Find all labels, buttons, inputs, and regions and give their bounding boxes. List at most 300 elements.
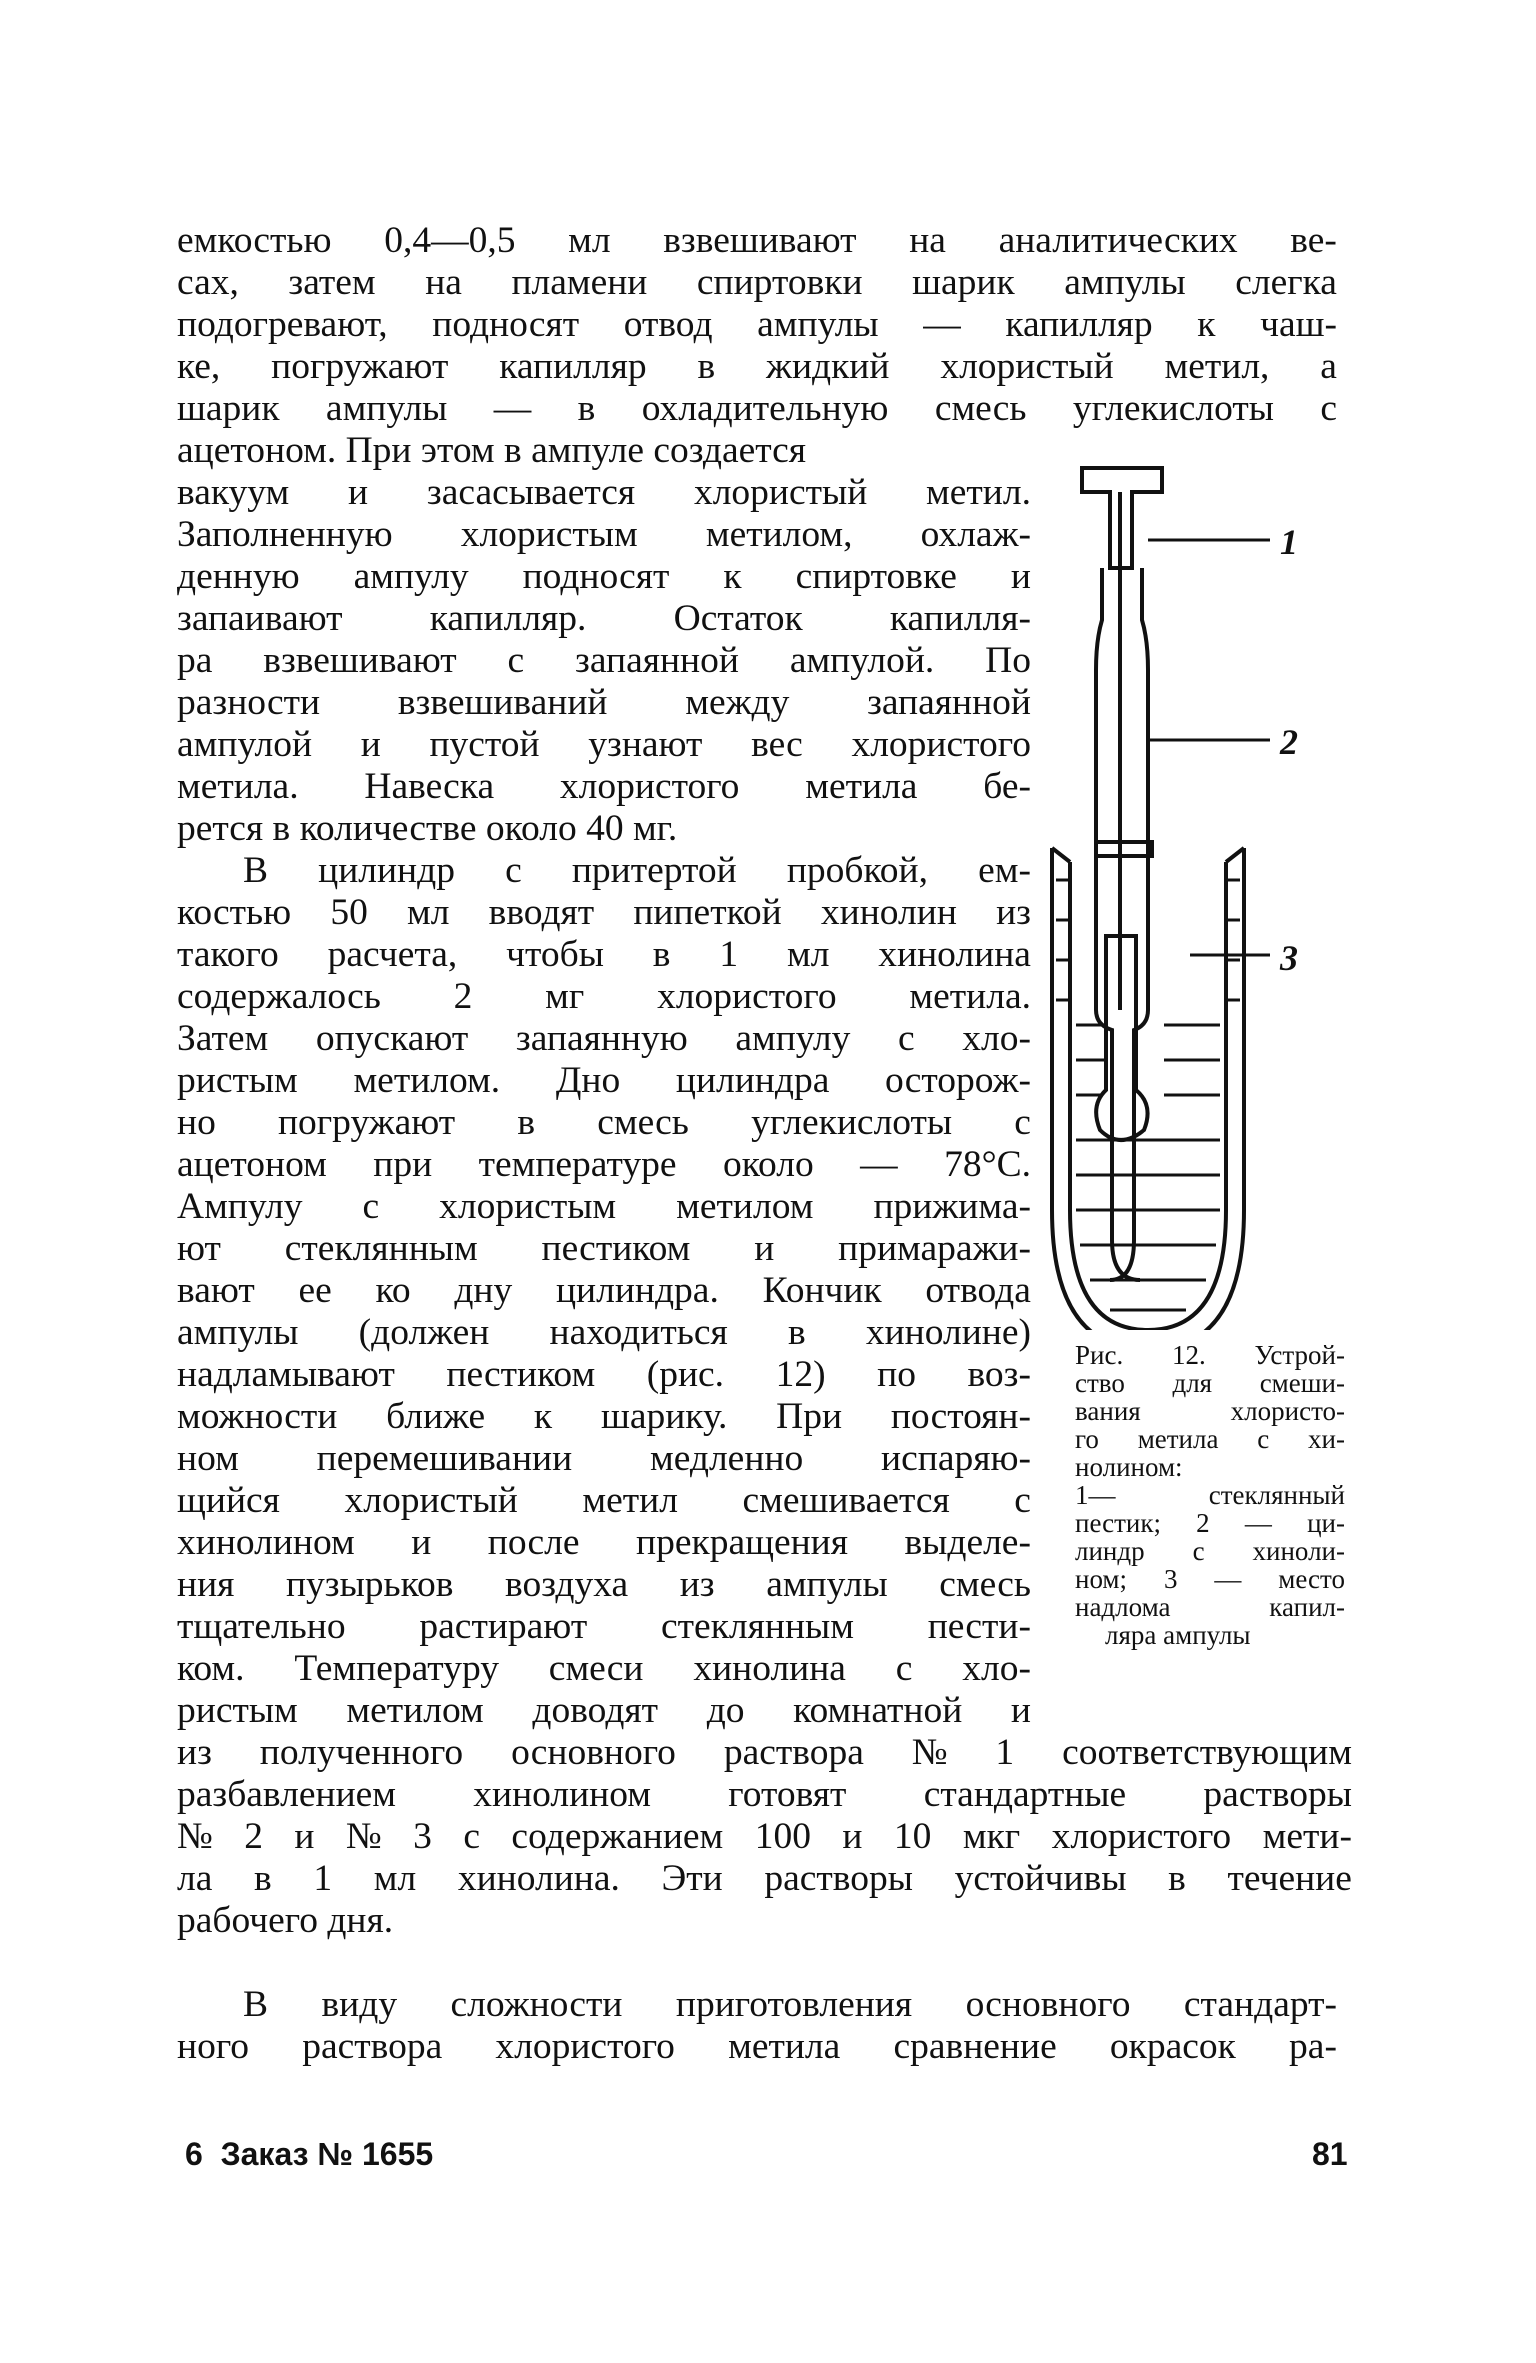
- word: и: [1010, 556, 1031, 597]
- text-line: [177, 1649, 1031, 1689]
- word: с: [507, 640, 525, 681]
- word: 50: [330, 892, 368, 933]
- word: затем: [288, 262, 376, 303]
- word: основного: [965, 1984, 1131, 2025]
- word: спиртовки: [696, 262, 863, 303]
- text-line: ацетоном. При этом в ампуле создается: [177, 430, 806, 471]
- word: к: [1197, 304, 1216, 345]
- printer-signature: 6 Заказ № 1655: [185, 2136, 434, 2172]
- word: Дно: [555, 1060, 621, 1101]
- word: полученного: [259, 1732, 464, 1773]
- word: хло-: [962, 1018, 1031, 1059]
- word: жидкий: [766, 346, 890, 387]
- word: в: [652, 934, 671, 975]
- word: около: [722, 1144, 814, 1185]
- word: хлористого: [559, 766, 740, 807]
- figure-label-3: 3: [1280, 938, 1298, 978]
- word: №: [177, 1816, 213, 1857]
- word: ее: [298, 1270, 332, 1311]
- word: пестик;: [1075, 1508, 1161, 1538]
- word: стеклянным: [661, 1606, 854, 1647]
- word: ке,: [177, 346, 221, 387]
- word: воз-: [967, 1354, 1031, 1395]
- word: ком.: [177, 1648, 245, 1689]
- word: хинолине): [865, 1312, 1031, 1353]
- word: Кончик: [762, 1270, 882, 1311]
- text-line: [177, 725, 1031, 765]
- text-line: [177, 1481, 1031, 1521]
- word: из: [679, 1564, 715, 1605]
- word: ного: [177, 2026, 250, 2067]
- word: перемешивании: [316, 1438, 573, 1479]
- word: пестиком: [541, 1228, 691, 1269]
- word: хлористого: [851, 724, 1031, 765]
- word: 1: [313, 1858, 333, 1899]
- word: костью: [177, 892, 292, 933]
- word: метил: [582, 1480, 678, 1521]
- text-line: [177, 263, 1337, 303]
- word: узнают: [588, 724, 703, 765]
- word: хинолин: [820, 892, 957, 933]
- word: подносят: [432, 304, 580, 345]
- word: хлористый: [940, 346, 1114, 387]
- text-line: [177, 2027, 1337, 2067]
- text-line: [177, 935, 1031, 975]
- word: вают: [177, 1270, 255, 1311]
- word: для: [1172, 1368, 1213, 1398]
- text-line: рется в количестве около 40 мг.: [177, 808, 678, 849]
- word: ампулу: [353, 556, 469, 597]
- text-line: [177, 1523, 1031, 1563]
- word: но: [177, 1102, 216, 1143]
- word: линдр: [1075, 1536, 1145, 1566]
- word: ном;: [1075, 1564, 1128, 1594]
- word: хлористым: [460, 514, 638, 555]
- word: с: [362, 1186, 380, 1227]
- word: капилляр: [1005, 304, 1153, 345]
- word: цилиндра: [675, 1060, 830, 1101]
- word: ампулы: [177, 1312, 299, 1353]
- word: из: [177, 1732, 212, 1773]
- word: засасывается: [426, 472, 636, 513]
- word: хиноли-: [1252, 1536, 1345, 1566]
- word: пробкой,: [786, 850, 928, 891]
- text-line: [177, 1187, 1031, 1227]
- figure-caption-line: нолином:: [1075, 1452, 1183, 1482]
- word: смесь: [939, 1564, 1031, 1605]
- text-line: [177, 473, 1031, 513]
- figure-caption-line: ляра ампулы: [1105, 1620, 1251, 1650]
- word: до: [706, 1690, 745, 1731]
- word: виду: [321, 1984, 398, 2025]
- word: чаш-: [1260, 304, 1337, 345]
- word: и: [1010, 1690, 1031, 1731]
- word: 10: [893, 1816, 932, 1857]
- text-line: [177, 389, 1337, 429]
- word: мл: [373, 1858, 417, 1899]
- word: Остаток: [673, 598, 803, 639]
- word: готовят: [728, 1774, 847, 1815]
- text-line: [177, 1817, 1352, 1857]
- word: находиться: [549, 1312, 728, 1353]
- text-line: [177, 1355, 1031, 1395]
- word: в: [577, 388, 596, 429]
- figure-caption-line: [1075, 1510, 1345, 1536]
- word: и: [360, 724, 381, 765]
- word: испаряю-: [881, 1438, 1031, 1479]
- word: прижима-: [873, 1186, 1031, 1227]
- word: шарик: [912, 262, 1015, 303]
- word: 12): [775, 1354, 826, 1395]
- figure-caption-line: [1075, 1370, 1345, 1396]
- word: капилляр.: [429, 598, 587, 639]
- text-line: [177, 1103, 1031, 1143]
- word: хлористого: [495, 2026, 675, 2067]
- word: ампулы: [766, 1564, 888, 1605]
- word: при: [373, 1144, 433, 1185]
- word: спиртовке: [795, 556, 957, 597]
- word: сах,: [177, 262, 239, 303]
- word: Навеска: [364, 766, 495, 807]
- figure-label-1: 1: [1280, 522, 1298, 562]
- word: шарик: [177, 388, 280, 429]
- word: хлористым: [439, 1186, 617, 1227]
- word: и: [411, 1522, 432, 1563]
- text-line: [177, 1229, 1031, 1269]
- word: слегка: [1235, 262, 1337, 303]
- word: Рис.: [1075, 1340, 1124, 1370]
- word: после: [487, 1522, 580, 1563]
- text-line: [177, 641, 1031, 681]
- word: хинолина: [693, 1648, 846, 1689]
- word: ампулы: [325, 388, 448, 429]
- word: бе-: [983, 766, 1031, 807]
- word: с: [1320, 388, 1337, 429]
- word: ем-: [978, 850, 1031, 891]
- word: в: [787, 1312, 806, 1353]
- word: надлома: [1075, 1592, 1171, 1622]
- figure-caption-line: [1075, 1426, 1345, 1452]
- text-line: [177, 599, 1031, 639]
- word: Заполненную: [177, 514, 393, 555]
- word: 2: [453, 976, 473, 1017]
- word: выделе-: [904, 1522, 1031, 1563]
- word: с: [898, 1018, 915, 1059]
- word: расчета,: [327, 934, 458, 975]
- word: шарику.: [600, 1396, 728, 1437]
- text-line: [177, 1565, 1031, 1605]
- word: притертой: [571, 850, 737, 891]
- word: метила.: [909, 976, 1031, 1017]
- text-line: [177, 1397, 1031, 1437]
- word: ве-: [1290, 220, 1337, 261]
- word: растирают: [419, 1606, 588, 1647]
- word: по: [877, 1354, 916, 1395]
- word: 100: [754, 1816, 811, 1857]
- word: мл: [407, 892, 450, 933]
- word: содержанием: [511, 1816, 724, 1857]
- word: на: [425, 262, 462, 303]
- word: пести-: [927, 1606, 1031, 1647]
- word: хлористо-: [1230, 1396, 1345, 1426]
- word: хинолина: [878, 934, 1031, 975]
- word: в: [697, 346, 716, 387]
- word: ра: [177, 640, 213, 681]
- word: сравнение: [893, 2026, 1057, 2067]
- text-line: [177, 1145, 1031, 1185]
- word: можности: [177, 1396, 338, 1437]
- text-line: [177, 1019, 1031, 1059]
- word: и: [348, 472, 369, 513]
- word: мл: [568, 220, 611, 261]
- text-line: [177, 1733, 1352, 1773]
- word: ном: [177, 1438, 239, 1479]
- word: и: [842, 1816, 863, 1857]
- text-line: [177, 1691, 1031, 1731]
- word: с: [505, 850, 522, 891]
- word: в: [517, 1102, 536, 1143]
- text-line: [177, 767, 1031, 807]
- word: 0,4—0,5: [384, 220, 516, 261]
- word: с: [1014, 1102, 1031, 1143]
- word: течение: [1227, 1858, 1352, 1899]
- word: медленно: [650, 1438, 804, 1479]
- word: 1: [719, 934, 739, 975]
- word: взвешивают: [663, 220, 857, 261]
- word: раствора: [302, 2026, 443, 2067]
- word: 1—: [1075, 1480, 1116, 1510]
- word: охладительную: [641, 388, 889, 429]
- text-line: [177, 1859, 1352, 1899]
- word: №: [911, 1732, 948, 1773]
- word: углекислоты: [1072, 388, 1274, 429]
- word: ство: [1075, 1368, 1125, 1398]
- word: аналитических: [998, 220, 1238, 261]
- text-line: [177, 347, 1337, 387]
- word: пузырьков: [285, 1564, 454, 1605]
- word: капил-: [1269, 1592, 1345, 1622]
- word: ют: [177, 1228, 221, 1269]
- word: хлористый: [693, 472, 868, 513]
- word: мл: [786, 934, 830, 975]
- word: При: [776, 1396, 843, 1437]
- word: разности: [177, 682, 321, 723]
- word: 1: [995, 1732, 1015, 1773]
- text-line: [177, 1607, 1031, 1647]
- word: на: [909, 220, 946, 261]
- word: метил,: [1164, 346, 1270, 387]
- figure-caption-line: [1075, 1342, 1345, 1368]
- word: запаянной: [867, 682, 1031, 723]
- word: —: [923, 304, 961, 345]
- word: с: [463, 1816, 480, 1857]
- word: хло-: [962, 1648, 1031, 1689]
- word: постоян-: [890, 1396, 1031, 1437]
- word: приготовления: [675, 1984, 913, 2025]
- text-line: [243, 851, 1031, 891]
- word: смеси: [548, 1648, 644, 1689]
- word: пипеткой: [633, 892, 782, 933]
- word: ацетоном: [177, 1144, 327, 1185]
- word: щийся: [177, 1480, 280, 1521]
- word: раствора: [723, 1732, 864, 1773]
- word: запаянной: [575, 640, 739, 681]
- word: го: [1075, 1424, 1099, 1454]
- word: тщательно: [177, 1606, 346, 1647]
- text-line: [177, 977, 1031, 1017]
- word: ла: [177, 1858, 213, 1899]
- word: Температуру: [294, 1648, 499, 1689]
- word: —: [1214, 1564, 1242, 1594]
- word: из: [996, 892, 1031, 933]
- word: хинолином: [473, 1774, 652, 1815]
- word: ампулы: [1064, 262, 1186, 303]
- word: дну: [454, 1270, 513, 1311]
- word: основного: [511, 1732, 676, 1773]
- word: углекислоты: [751, 1102, 953, 1143]
- word: растворы: [764, 1858, 913, 1899]
- word: доводят: [532, 1690, 659, 1731]
- word: хинолином: [177, 1522, 355, 1563]
- word: 78°С.: [944, 1144, 1031, 1185]
- word: Ампулу: [177, 1186, 303, 1227]
- word: осторож-: [885, 1060, 1031, 1101]
- text-line: рабочего дня.: [177, 1900, 394, 1941]
- word: ампулы: [757, 304, 879, 345]
- word: хинолина.: [457, 1858, 620, 1899]
- word: денную: [177, 556, 300, 597]
- word: в: [254, 1858, 272, 1899]
- word: устойчивы: [954, 1858, 1127, 1899]
- text-line: [177, 221, 1337, 261]
- word: ра-: [1289, 2026, 1337, 2067]
- word: —: [860, 1144, 898, 1185]
- word: стеклянный: [1208, 1480, 1345, 1510]
- word: подогревают,: [177, 304, 388, 345]
- word: отвода: [925, 1270, 1031, 1311]
- word: с: [895, 1648, 913, 1689]
- figure-caption-line: [1075, 1538, 1345, 1564]
- word: мг: [545, 976, 585, 1017]
- text-line: [177, 893, 1031, 933]
- text-line: [177, 1313, 1031, 1353]
- word: растворы: [1203, 1774, 1352, 1815]
- word: Устрой-: [1254, 1340, 1345, 1370]
- text-line: [177, 1061, 1031, 1101]
- word: вания: [1075, 1396, 1141, 1426]
- word: —: [493, 388, 532, 429]
- word: ристым: [177, 1060, 298, 1101]
- word: а: [1320, 346, 1337, 387]
- word: взвешиваний: [397, 682, 608, 723]
- word: емкостью: [177, 220, 332, 261]
- page-number: 81: [1312, 2136, 1348, 2172]
- word: смесь: [934, 388, 1027, 429]
- word: температуре: [478, 1144, 677, 1185]
- word: ния: [177, 1564, 235, 1605]
- word: между: [685, 682, 790, 723]
- text-line: [243, 1985, 1337, 2025]
- word: Затем: [177, 1018, 269, 1059]
- word: взвешивают: [263, 640, 457, 681]
- word: метила: [805, 766, 918, 807]
- word: ампулу: [735, 1018, 851, 1059]
- text-line: [177, 1775, 1352, 1815]
- word: чтобы: [506, 934, 604, 975]
- word: прекращения: [636, 1522, 848, 1563]
- word: запаивают: [177, 598, 343, 639]
- word: с: [1257, 1424, 1270, 1454]
- figure-label-2: 2: [1280, 722, 1298, 762]
- word: (рис.: [646, 1354, 725, 1395]
- word: цилиндра.: [555, 1270, 719, 1311]
- figure-caption-line: [1075, 1594, 1345, 1620]
- word: к: [533, 1396, 553, 1437]
- text-line: [177, 515, 1031, 555]
- word: 3: [1163, 1564, 1178, 1594]
- word: погружают: [271, 346, 449, 387]
- word: хлористый: [344, 1480, 518, 1521]
- word: подносят: [522, 556, 670, 597]
- word: смешивается: [742, 1480, 950, 1521]
- word: капилля-: [889, 598, 1031, 639]
- word: сложности: [450, 1984, 623, 2025]
- word: —: [1244, 1508, 1272, 1538]
- word: пустой: [429, 724, 540, 765]
- word: цилиндр: [318, 850, 455, 891]
- word: охлаж-: [920, 514, 1031, 555]
- word: и: [294, 1816, 315, 1857]
- word: №: [345, 1816, 382, 1857]
- word: место: [1278, 1564, 1345, 1594]
- figure-caption-line: [1075, 1398, 1345, 1424]
- word: с: [1014, 1480, 1031, 1521]
- word: с: [1192, 1536, 1205, 1566]
- word: капилляр: [499, 346, 647, 387]
- word: мети-: [1262, 1816, 1352, 1857]
- word: соответствующим: [1062, 1732, 1352, 1773]
- word: метилом.: [353, 1060, 501, 1101]
- word: ближе: [386, 1396, 486, 1437]
- word: метилом,: [705, 514, 853, 555]
- word: смеши-: [1259, 1368, 1345, 1398]
- word: метил.: [926, 472, 1031, 513]
- word: пестиком: [446, 1354, 596, 1395]
- word: окрасок: [1109, 2026, 1236, 2067]
- word: вес: [751, 724, 803, 765]
- word: ко: [375, 1270, 411, 1311]
- word: комнатной: [793, 1690, 963, 1731]
- word: метила: [728, 2026, 841, 2067]
- word: метилом: [346, 1690, 484, 1731]
- word: хлористого: [1051, 1816, 1232, 1857]
- word: хи-: [1308, 1424, 1345, 1454]
- word: вакуум: [177, 472, 290, 513]
- word: в: [1168, 1858, 1186, 1899]
- word: (должен: [358, 1312, 490, 1353]
- text-line: [177, 1271, 1031, 1311]
- text-line: [177, 683, 1031, 723]
- word: примаражи-: [838, 1228, 1031, 1269]
- word: ампулой: [177, 724, 313, 765]
- word: 2: [1196, 1508, 1210, 1538]
- word: отвод: [623, 304, 713, 345]
- word: В: [243, 1984, 269, 2025]
- word: стандарт-: [1183, 1984, 1337, 2025]
- word: 3: [413, 1816, 432, 1857]
- figure-caption-line: [1075, 1566, 1345, 1592]
- word: стандартные: [923, 1774, 1127, 1815]
